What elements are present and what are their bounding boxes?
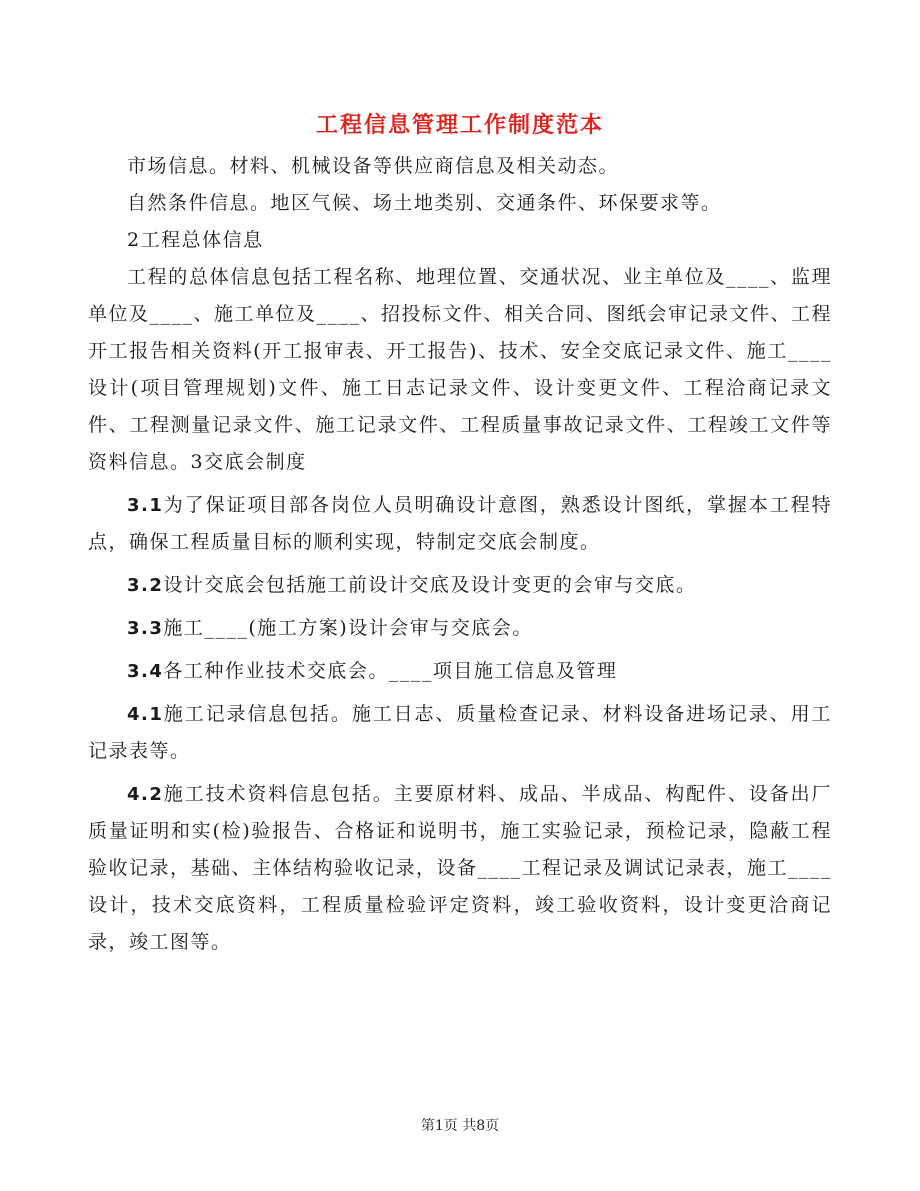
paragraph-text: 为了保证项目部各岗位人员明确设计意图，熟悉设计图纸，掌握本工程特点，确保工程质量目标的顺利实现，特制定交底会制度。 — [88, 494, 832, 553]
paragraph-4-2 — [88, 776, 832, 961]
paragraph-text: 工程的总体信息包括工程名称、地理位置、交通状况、业主单位及____、监理单位及____、施工单位及____、招投标文件、相关合同、图纸会审记录文件、工程开工报告相关资料(开工报审表、开工报告)、技术、安全交底记录文件、施工____设计(项目管理规划)文件、施工日志记录文件、设计变更文件、工程洽商记录文件、工程测量记录文件、施工记录文件、工程质量事故记录文件、工程竣工文件等资料信息。3交底会制度 — [88, 266, 833, 473]
paragraph-number: 3.3 — [127, 618, 164, 639]
paragraph-text: 市场信息。材料、机械设备等供应商信息及相关动态。 — [127, 155, 620, 177]
document-title: 工程信息管理工作制度范本 — [315, 112, 604, 138]
paragraph-number: 3.2 — [127, 575, 164, 596]
paragraph-3-4 — [88, 653, 832, 690]
paragraph-3-2 — [88, 567, 832, 604]
document-body — [88, 148, 832, 967]
paragraph-number: 4.1 — [127, 704, 164, 725]
paragraph-text: 自然条件信息。地区气候、场土地类别、交通条件、环保要求等。 — [127, 192, 722, 214]
paragraph-text: 施工技术资料信息包括。主要原材料、成品、半成品、构配件、设备出厂质量证明和实(检)验报告、合格证和说明书，施工实验记录，预检记录，隐蔽工程验收记录，基础、主体结构验收记录，设备____工程记录及调试记录表，施工____设计，技术交底资料，工程质量检验评定资料，竣工验收资料，设计变更洽商记录，竣工图等。 — [88, 783, 833, 953]
paragraph-natural-info — [88, 185, 832, 222]
paragraph-number: 3.1 — [127, 495, 164, 516]
page-footer: 第1页 共8页 — [420, 1118, 500, 1134]
paragraph-text: 施工记录信息包括。施工日志、质量检查记录、材料设备进场记录、用工记录表等。 — [88, 703, 832, 762]
paragraph-text: 各工种作业技术交底会。____项目施工信息及管理 — [163, 660, 618, 682]
paragraph-overall-info — [88, 259, 832, 481]
paragraph-text: 设计交底会包括施工前设计交底及设计变更的会审与交底。 — [163, 574, 697, 596]
paragraph-number: 3.4 — [127, 661, 164, 682]
paragraph-3-1 — [88, 487, 832, 561]
paragraph-text: 2工程总体信息 — [127, 229, 264, 251]
paragraph-market-info — [88, 148, 832, 185]
paragraph-3-3 — [88, 610, 832, 647]
paragraph-text: 施工____(施工方案)设计会审与交底会。 — [163, 617, 533, 639]
paragraph-4-1 — [88, 696, 832, 770]
paragraph-number: 4.2 — [127, 784, 164, 805]
section-heading-2 — [88, 222, 832, 259]
